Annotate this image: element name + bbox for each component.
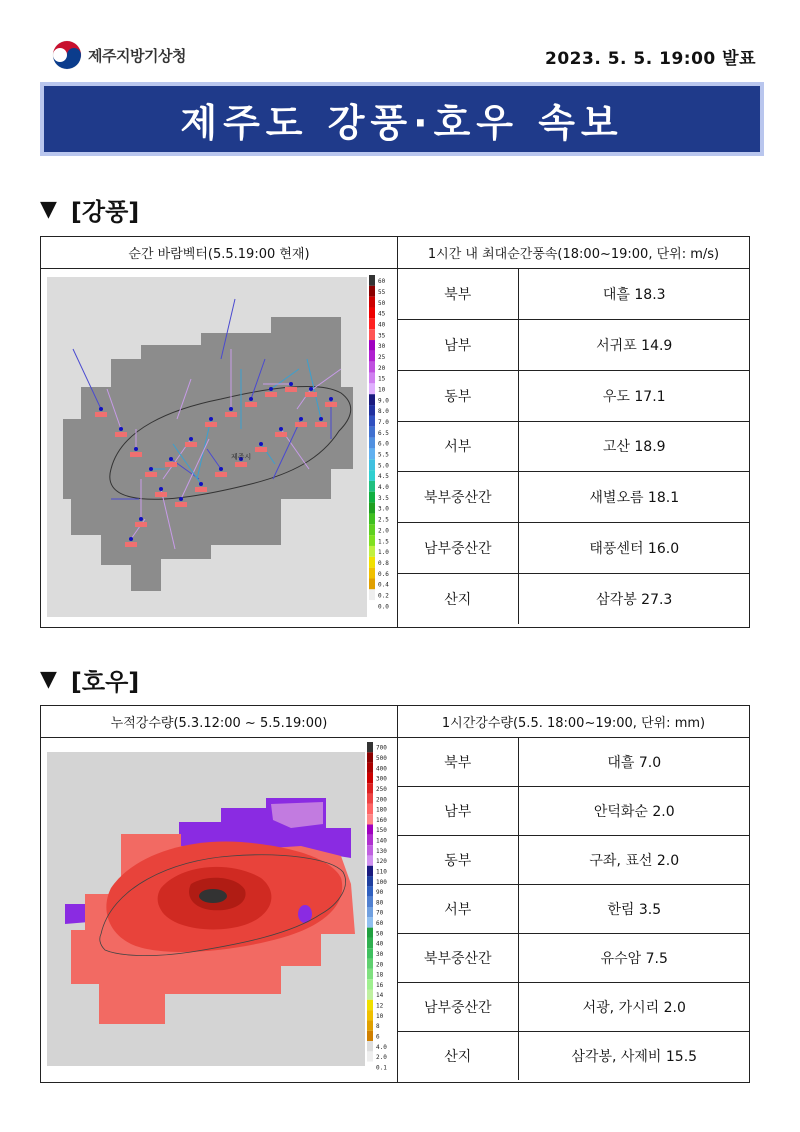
scale-swatch xyxy=(367,876,373,886)
scale-swatch xyxy=(367,835,373,845)
scale-label: 0.6 xyxy=(378,570,389,578)
scale-label: 3.0 xyxy=(378,505,389,513)
region-cell: 서부 xyxy=(398,421,518,472)
scale-label: 14 xyxy=(376,992,384,1000)
scale-label: 130 xyxy=(376,847,387,855)
station-value-tag xyxy=(155,492,167,497)
scale-swatch xyxy=(369,589,375,600)
rain-peak-area xyxy=(199,889,227,903)
table-row xyxy=(398,885,750,934)
value-cell: 한림 3.5 xyxy=(518,885,750,934)
scale-swatch xyxy=(367,1000,373,1010)
scale-swatch xyxy=(369,383,375,394)
agency-name: 제주지방기상청 xyxy=(88,46,186,65)
rain-map-caption: 누적강수량(5.3.12:00 ~ 5.5.19:00) xyxy=(41,706,398,738)
scale-label: 2.0 xyxy=(376,1054,387,1062)
rain-panel xyxy=(40,705,750,1083)
station-marker xyxy=(269,387,273,391)
station-marker xyxy=(309,387,313,391)
station-value-tag xyxy=(175,502,187,507)
scale-swatch xyxy=(369,557,375,568)
region-cell: 북부중산간 xyxy=(398,934,518,983)
value-cell: 서귀포 14.9 xyxy=(518,320,750,371)
scale-swatch xyxy=(367,1031,373,1041)
station-value-tag xyxy=(305,392,317,397)
scale-swatch xyxy=(367,1010,373,1020)
scale-label: 7.0 xyxy=(378,419,389,427)
rain-table xyxy=(398,738,750,1080)
scale-swatch xyxy=(369,503,375,514)
scale-swatch xyxy=(369,362,375,373)
scale-swatch xyxy=(367,825,373,835)
scale-swatch xyxy=(369,438,375,449)
station-value-tag xyxy=(165,462,177,467)
rain-section-title xyxy=(40,662,139,697)
region-cell: 남부중산간 xyxy=(398,982,518,1031)
scale-label: 1.5 xyxy=(378,538,389,546)
value-cell: 안덕화순 2.0 xyxy=(518,787,750,836)
scale-label: 12 xyxy=(376,1002,384,1010)
scale-swatch xyxy=(367,990,373,1000)
table-row xyxy=(398,787,750,836)
scale-swatch xyxy=(369,459,375,470)
station-marker xyxy=(279,427,283,431)
rain-map-graphic xyxy=(41,738,398,1082)
scale-label: 55 xyxy=(378,288,386,296)
table-row xyxy=(398,738,750,787)
scale-label: 2.0 xyxy=(378,527,389,535)
station-value-tag xyxy=(265,392,277,397)
table-row xyxy=(398,472,750,523)
value-cell: 새별오름 18.1 xyxy=(518,472,750,523)
scale-label: 20 xyxy=(378,364,386,372)
scale-swatch xyxy=(367,804,373,814)
wind-map-caption: 순간 바람벡터(5.5.19:00 현재) xyxy=(41,237,398,269)
scale-swatch xyxy=(369,297,375,308)
scale-swatch xyxy=(367,845,373,855)
rain-table-caption: 1시간강수량(5.5. 18:00~19:00, 단위: mm) xyxy=(398,706,749,738)
region-cell: 남부 xyxy=(398,320,518,371)
scale-swatch xyxy=(369,416,375,427)
scale-swatch xyxy=(369,470,375,481)
scale-label: 4.0 xyxy=(376,1043,387,1051)
station-value-tag xyxy=(215,472,227,477)
scale-swatch xyxy=(369,340,375,351)
scale-label: 180 xyxy=(376,806,387,814)
value-cell: 우도 17.1 xyxy=(518,370,750,421)
scale-label: 6 xyxy=(376,1033,380,1041)
scale-label: 8.0 xyxy=(378,408,389,416)
scale-swatch xyxy=(369,546,375,557)
scale-swatch xyxy=(367,866,373,876)
value-cell: 구좌, 표선 2.0 xyxy=(518,836,750,885)
table-row xyxy=(398,421,750,472)
station-marker xyxy=(134,447,138,451)
scale-label: 6.0 xyxy=(378,440,389,448)
station-value-tag xyxy=(245,402,257,407)
station-value-tag xyxy=(135,522,147,527)
table-row xyxy=(398,573,750,624)
value-cell: 삼각봉, 사제비 15.5 xyxy=(571,1049,698,1066)
scale-label: 15 xyxy=(378,375,386,383)
station-marker xyxy=(159,487,163,491)
scale-label: 0.2 xyxy=(378,592,389,600)
scale-label: 4.5 xyxy=(378,473,389,481)
station-value-tag xyxy=(205,422,217,427)
scale-swatch xyxy=(369,329,375,340)
scale-swatch xyxy=(369,286,375,297)
value-cell: 유수암 7.5 xyxy=(518,934,750,983)
scale-label: 8 xyxy=(376,1023,380,1031)
report-header xyxy=(40,36,762,76)
scale-label: 16 xyxy=(376,981,384,989)
issue-time: 2023. 5. 5. 19:00 발표 xyxy=(545,49,756,69)
station-marker xyxy=(119,427,123,431)
scale-label: 3.5 xyxy=(378,494,389,502)
scale-swatch xyxy=(369,427,375,438)
station-marker xyxy=(219,467,223,471)
wind-table-caption: 1시간 내 최대순간풍속(18:00~19:00, 단위: m/s) xyxy=(398,237,749,269)
scale-swatch xyxy=(369,481,375,492)
station-value-tag xyxy=(95,412,107,417)
agency-logo xyxy=(52,40,186,70)
scale-label: 2.5 xyxy=(378,516,389,524)
scale-label: 35 xyxy=(378,332,386,340)
station-value-tag xyxy=(130,452,142,457)
scale-swatch xyxy=(367,814,373,824)
station-marker xyxy=(169,457,173,461)
station-value-tag xyxy=(185,442,197,447)
station-marker xyxy=(249,397,253,401)
scale-swatch xyxy=(367,959,373,969)
scale-swatch xyxy=(369,568,375,579)
scale-swatch xyxy=(369,578,375,589)
scale-label: 50 xyxy=(376,930,384,938)
scale-swatch xyxy=(367,928,373,938)
scale-swatch xyxy=(367,742,373,752)
rain-accumulation-map xyxy=(41,738,398,1082)
region-cell: 동부 xyxy=(398,836,518,885)
station-marker xyxy=(329,397,333,401)
scale-swatch xyxy=(367,886,373,896)
wind-panel xyxy=(40,236,750,628)
scale-swatch xyxy=(367,794,373,804)
scale-label: 0.4 xyxy=(378,581,389,589)
scale-label: 60 xyxy=(376,920,384,928)
scale-label: 160 xyxy=(376,816,387,824)
table-row xyxy=(398,1031,750,1080)
scale-swatch xyxy=(369,405,375,416)
station-value-tag xyxy=(315,422,327,427)
wind-table xyxy=(398,269,750,624)
station-marker xyxy=(289,382,293,386)
scale-swatch xyxy=(369,535,375,546)
value-cell: 태풍센터 16.0 xyxy=(518,522,750,573)
scale-swatch xyxy=(367,897,373,907)
value-cell: 고산 18.9 xyxy=(518,421,750,472)
scale-label: 0.8 xyxy=(378,559,389,567)
station-value-tag xyxy=(125,542,137,547)
region-cell: 서부 xyxy=(398,885,518,934)
scale-swatch xyxy=(367,1041,373,1051)
station-value-tag xyxy=(295,422,307,427)
scale-swatch xyxy=(367,1051,373,1061)
value-cell: 대흘 7.0 xyxy=(518,738,750,787)
page-title: 제주도 강풍·호우 속보 xyxy=(180,100,624,145)
table-row xyxy=(398,982,750,1031)
scale-swatch xyxy=(367,979,373,989)
scale-swatch xyxy=(369,351,375,362)
scale-label: 6.5 xyxy=(378,429,389,437)
table-row xyxy=(398,269,750,320)
scale-label: 700 xyxy=(376,744,387,752)
scale-label: 400 xyxy=(376,765,387,773)
scale-swatch xyxy=(369,524,375,535)
region-cell: 남부 xyxy=(398,787,518,836)
station-value-tag xyxy=(195,487,207,492)
table-row xyxy=(398,370,750,421)
wind-section-label: [강풍] xyxy=(70,198,140,226)
scale-label: 120 xyxy=(376,858,387,866)
scale-label: 300 xyxy=(376,775,387,783)
station-value-tag xyxy=(225,412,237,417)
scale-label: 0.0 xyxy=(378,603,389,611)
scale-label: 200 xyxy=(376,796,387,804)
triangle-down-icon: ▼ xyxy=(40,197,57,222)
station-marker xyxy=(129,537,133,541)
station-value-tag xyxy=(235,462,247,467)
region-cell: 북부 xyxy=(398,269,518,320)
station-marker xyxy=(199,482,203,486)
scale-swatch xyxy=(369,394,375,405)
station-marker xyxy=(139,517,143,521)
region-cell: 동부 xyxy=(398,370,518,421)
station-marker xyxy=(179,497,183,501)
scale-label: 50 xyxy=(378,299,386,307)
region-cell: 남부중산간 xyxy=(398,522,518,573)
scale-swatch xyxy=(367,763,373,773)
scale-swatch xyxy=(367,969,373,979)
scale-swatch xyxy=(369,318,375,329)
scale-swatch xyxy=(367,907,373,917)
scale-label: 5.0 xyxy=(378,462,389,470)
scale-swatch xyxy=(369,600,375,611)
value-cell: 대흘 18.3 xyxy=(518,269,750,320)
value-cell: 서광, 가시리 2.0 xyxy=(518,982,750,1031)
station-marker xyxy=(189,437,193,441)
scale-label: 4.0 xyxy=(378,484,389,492)
scale-swatch xyxy=(369,492,375,503)
region-cell: 북부 xyxy=(398,738,518,787)
scale-swatch xyxy=(367,752,373,762)
scale-label: 40 xyxy=(378,321,386,329)
scale-label: 45 xyxy=(378,310,386,318)
wind-map-graphic xyxy=(41,269,398,627)
station-value-tag xyxy=(285,387,297,392)
scale-label: 90 xyxy=(376,889,384,897)
scale-swatch xyxy=(367,1020,373,1030)
scale-label: 110 xyxy=(376,868,387,876)
station-value-tag xyxy=(145,472,157,477)
table-row xyxy=(398,320,750,371)
scale-swatch xyxy=(367,917,373,927)
station-marker xyxy=(319,417,323,421)
title-banner xyxy=(40,82,764,156)
value-cell: 삼각봉 27.3 xyxy=(596,591,673,608)
station-value-tag xyxy=(255,447,267,452)
scale-label: 250 xyxy=(376,785,387,793)
region-cell: 산지 xyxy=(398,1031,518,1080)
scale-label: 9.0 xyxy=(378,397,389,405)
region-cell: 산지 xyxy=(398,573,518,624)
scale-label: 70 xyxy=(376,909,384,917)
scale-label: 60 xyxy=(378,278,386,286)
scale-swatch xyxy=(367,773,373,783)
scale-swatch xyxy=(367,938,373,948)
station-marker xyxy=(259,442,263,446)
scale-swatch xyxy=(369,513,375,524)
scale-swatch xyxy=(367,783,373,793)
scale-label: 500 xyxy=(376,755,387,763)
scale-swatch xyxy=(367,948,373,958)
kma-emblem-icon xyxy=(52,40,82,70)
station-marker xyxy=(299,417,303,421)
scale-swatch xyxy=(367,1062,373,1072)
station-marker xyxy=(99,407,103,411)
scale-label: 0.1 xyxy=(376,1064,387,1072)
wind-vector-map xyxy=(41,269,398,627)
scale-label: 30 xyxy=(376,950,384,958)
scale-label: 140 xyxy=(376,837,387,845)
scale-swatch xyxy=(369,308,375,319)
scale-swatch xyxy=(369,373,375,384)
scale-label: 80 xyxy=(376,899,384,907)
scale-label: 10 xyxy=(378,386,386,394)
scale-label: 18 xyxy=(376,971,384,979)
wind-map-town-label: 제주시 xyxy=(231,453,252,461)
table-row xyxy=(398,522,750,573)
scale-label: 25 xyxy=(378,354,386,361)
table-row xyxy=(398,836,750,885)
station-marker xyxy=(229,407,233,411)
scale-label: 10 xyxy=(376,1012,384,1020)
scale-label: 40 xyxy=(376,940,384,948)
scale-swatch xyxy=(367,855,373,865)
station-value-tag xyxy=(275,432,287,437)
region-cell: 북부중산간 xyxy=(398,472,518,523)
scale-label: 20 xyxy=(376,961,384,969)
table-row xyxy=(398,934,750,983)
scale-label: 100 xyxy=(376,878,387,886)
scale-label: 5.5 xyxy=(378,451,389,459)
rain-section-label: [호우] xyxy=(70,668,140,696)
scale-swatch xyxy=(369,448,375,459)
scale-label: 1.0 xyxy=(378,549,389,557)
wind-section-title xyxy=(40,192,139,227)
triangle-down-icon: ▼ xyxy=(40,667,57,692)
station-marker xyxy=(149,467,153,471)
scale-swatch xyxy=(369,275,375,286)
scale-label: 30 xyxy=(378,343,386,351)
scale-label: 150 xyxy=(376,827,387,835)
station-value-tag xyxy=(115,432,127,437)
station-marker xyxy=(209,417,213,421)
station-value-tag xyxy=(325,402,337,407)
